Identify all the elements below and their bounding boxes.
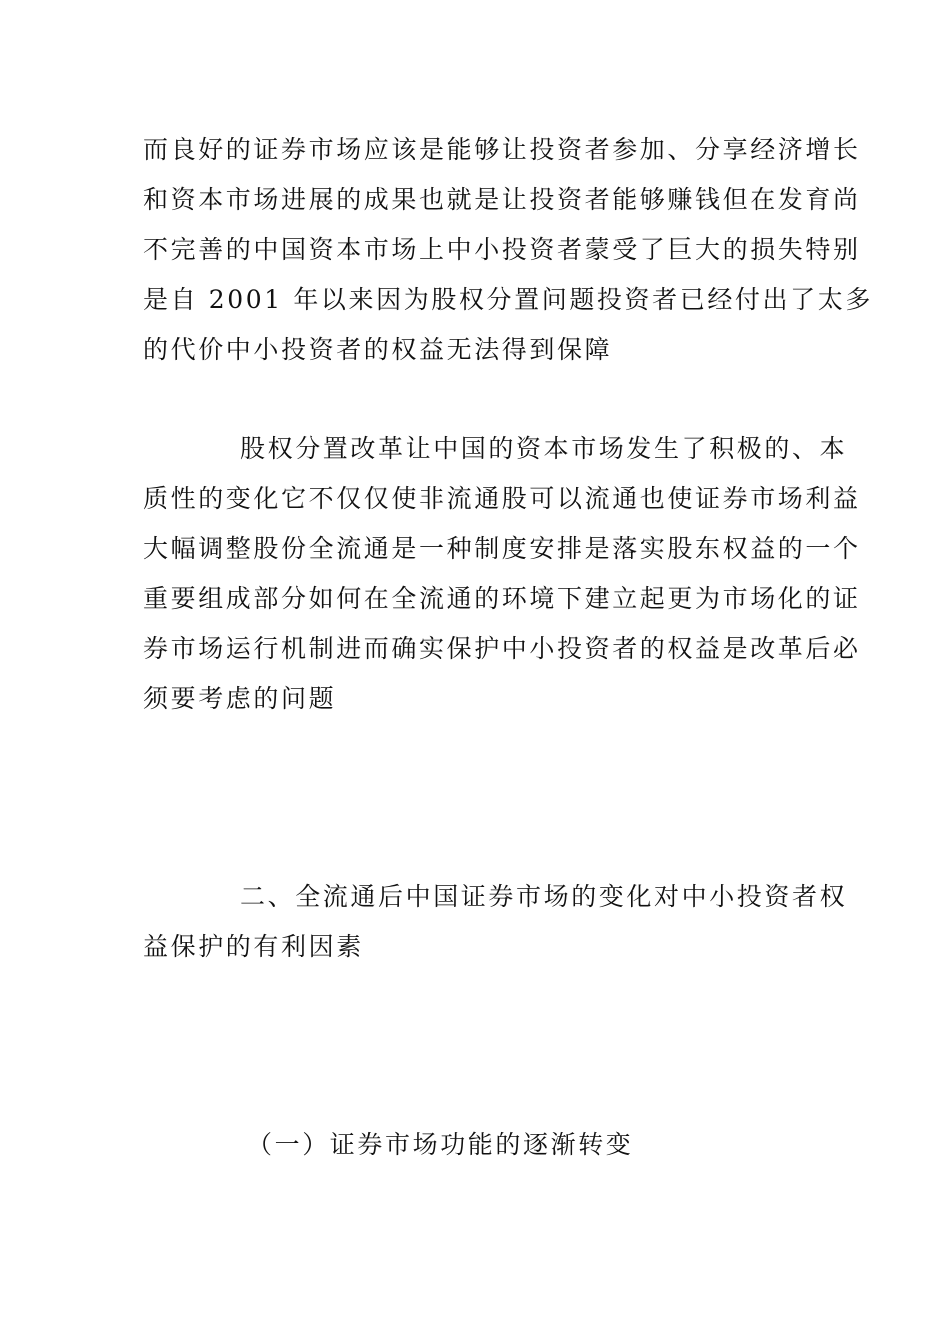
- paragraph-line: 重要组成部分如何在全流通的环境下建立起更为市场化的证: [143, 584, 861, 613]
- paragraph-line: 大幅调整股份全流通是一种制度安排是落实股东权益的一个: [143, 534, 861, 563]
- subsection-heading: （一）证券市场功能的逐渐转变: [247, 1130, 634, 1159]
- paragraph-line: 券市场运行机制进而确实保护中小投资者的权益是改革后必: [143, 634, 861, 663]
- heading-line: 二、全流通后中国证券市场的变化对中小投资者权: [240, 882, 848, 911]
- paragraph-line: 是自 2001 年以来因为股权分置问题投资者已经付出了太多: [143, 285, 873, 314]
- paragraph-line: 的代价中小投资者的权益无法得到保障: [143, 335, 613, 364]
- paragraph-line: 须要考虑的问题: [143, 684, 337, 713]
- paragraph-line: 和资本市场进展的成果也就是让投资者能够赚钱但在发育尚: [143, 185, 861, 214]
- paragraph-line: 不完善的中国资本市场上中小投资者蒙受了巨大的损失特别: [143, 235, 861, 264]
- paragraph-line: 而良好的证券市场应该是能够让投资者参加、分享经济增长: [143, 135, 861, 164]
- heading-line: 益保护的有利因素: [143, 932, 364, 961]
- paragraph-line: 质性的变化它不仅仅使非流通股可以流通也使证券市场利益: [143, 484, 861, 513]
- paragraph-line: 股权分置改革让中国的资本市场发生了积极的、本: [240, 434, 848, 463]
